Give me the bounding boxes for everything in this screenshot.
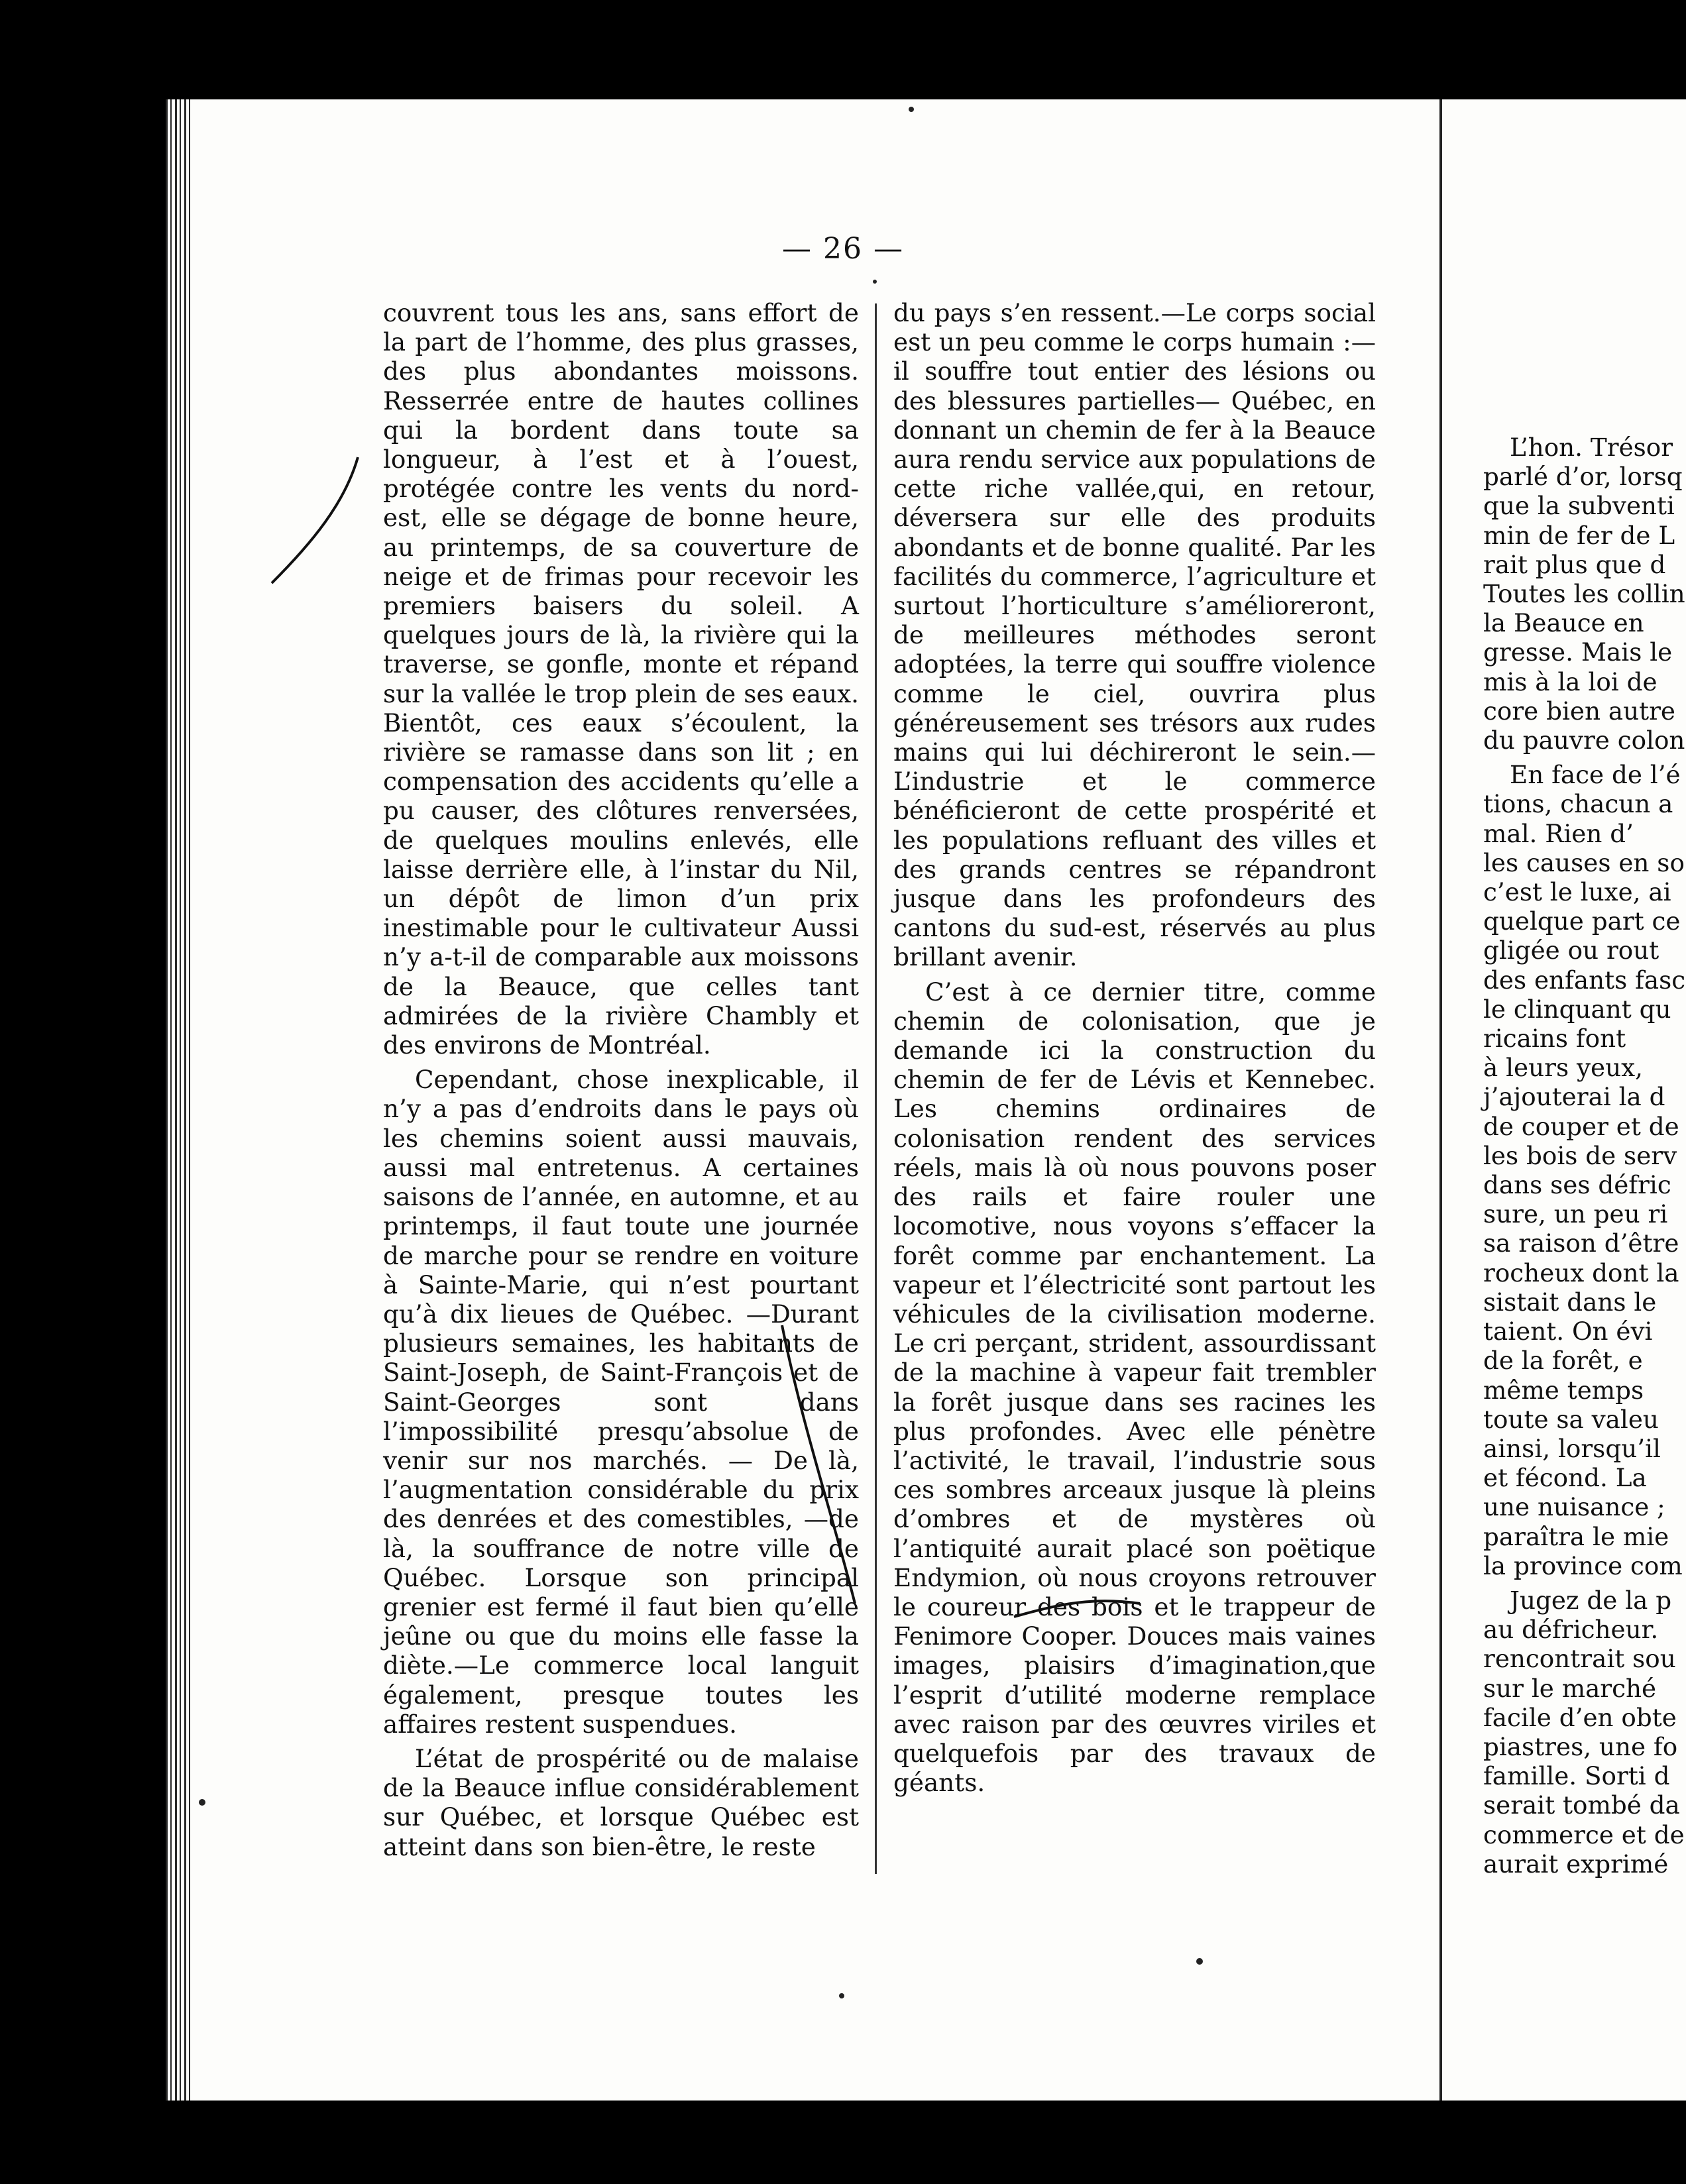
speck	[909, 107, 914, 112]
text-line: quelque part ce	[1483, 906, 1681, 936]
text-line: min de fer de L	[1483, 520, 1675, 550]
text-line: aurait exprimé	[1483, 1849, 1669, 1879]
text-line: dans ses défric	[1483, 1170, 1671, 1200]
text-line: rencontrait sou	[1483, 1644, 1676, 1674]
text-line: gligée ou rout	[1483, 936, 1659, 965]
text-line: la province com	[1483, 1551, 1683, 1580]
text-line: ricains font	[1483, 1024, 1626, 1054]
paragraph: L’état de prospérité ou de malaise de la Beauce influe considérablement sur Québec, et lorsque Québec est atteint dans son bien-être, le reste	[383, 1743, 859, 1861]
margin-pencil-stroke	[1014, 1601, 1140, 1617]
text-line: et fécond. La	[1483, 1463, 1647, 1493]
text-line: j’ajouterai la d	[1483, 1082, 1665, 1112]
text-line: sa raison d’être	[1483, 1228, 1679, 1258]
text-line: mal. Rien d’	[1483, 818, 1634, 848]
text-line: les causes en so	[1483, 847, 1685, 877]
text-line: au défricheur.	[1483, 1615, 1659, 1645]
text-line: sur le marché	[1483, 1673, 1657, 1703]
text-line: rait plus que d	[1483, 549, 1666, 579]
text-line: le clinquant qu	[1483, 994, 1671, 1024]
text-line: Jugez de la p	[1510, 1585, 1672, 1615]
text-line: que la subventi	[1483, 491, 1675, 521]
text-line: une nuisance ;	[1483, 1492, 1665, 1522]
text-line: tions, chacun a	[1483, 789, 1673, 819]
paragraph: Cependant, chose inexplicable, il n’y a pas d’endroits dans le pays où les chemins soient aussi mauvais, aussi mal entretenus. A certaines saisons de l’année, en automne, et au printemps, il faut toute une journée de marche pour se rendre en voiture à Sainte-Marie, qui n’est pourtant qu’à dix lieues de Québec. —Durant plusieurs semaines, les habitants de Saint-Joseph, de Saint-François et de Saint-Georges sont dans l’impossibilité presqu’absolue de venir sur nos marchés. — De là, l’augmentation considérable du prix des denrées et des comestibles, —de là, la souffrance de notre ville de Québec. Lorsque son principal grenier est fermé il faut bien qu’elle jeûne ou que du moins elle fasse la diète.—Le commerce local languit également, presque toutes les affaires restent suspendues.	[383, 1065, 859, 1739]
speck	[1196, 1958, 1203, 1965]
text-line: core bien autre	[1483, 696, 1675, 726]
text-line: gresse. Mais le	[1483, 637, 1673, 667]
text-line: paraîtra le mie	[1483, 1521, 1669, 1551]
text-line: les bois de serv	[1483, 1140, 1677, 1170]
text-line: piastres, une fo	[1483, 1731, 1678, 1761]
text-line: En face de l’é	[1510, 760, 1681, 790]
paragraph: du pays s’en ressent.—Le corps social est un peu comme le corps humain :—il souffre tout entier des lésions ou des blessures partielles— Québec, en donnant un chemin de fer à la Beauce aura rendu service aux populations de cette riche vallée,qui, en retour, déversera sur elle des produits abondants et de bonne qualité. Par les facilités du commerce, l’agriculture et surtout l’horticulture s’amélioreront, de meilleures méthodes seront adoptées, la terre qui souffre violence comme le ciel, ouvrira plus généreusement ses trésors aux rudes mains qui lui déchireront le sein.—L’industrie et le commerce bénéficieront de cette prospérité et les populations refluant des villes et des grands centres se répandront jusque dans les profondeurs des cantons du sud-est, réservés au plus brillant avenir.	[893, 298, 1376, 972]
margin-pencil-stroke	[782, 1325, 855, 1604]
text-line: ainsi, lorsqu’il	[1483, 1433, 1661, 1463]
text-line: rocheux dont la	[1483, 1258, 1679, 1287]
text-line: de couper et de	[1483, 1111, 1679, 1141]
speck	[839, 1993, 844, 1998]
text-line: L’hon. Trésor	[1510, 433, 1673, 462]
text-line: sure, un peu ri	[1483, 1199, 1668, 1229]
text-line: Toutes les collin	[1483, 579, 1685, 609]
paragraph: C’est à ce dernier titre, comme chemin de colonisation, que je demande ici la construction du chemin de fer de Lévis et Kennebec. Les chemins ordinaires de colonisation rendent des services réels, mais là où nous pouvons poser des rails et faire rouler une locomotive, nous voyons s’effacer la forêt comme par enchantement. La vapeur et l’électricité sont partout les véhicules de la civilisation moderne. Le cri perçant, strident, assourdissant de la machine à vapeur fait trembler la forêt jusque dans ses racines les plus profondes. Avec elle pénètre l’activité, le travail, l’industrie sous ces sombres arceaux jusque là pleins d’ombres et de mystères où l’antiquité aurait placé son poëtique Endymion, où nous croyons retrouver le coureur des bois et le trappeur de Fenimore Cooper. Douces mais vaines images, plaisirs d’imagination,que l’esprit d’utilité moderne remplace avec raison par des œuvres viriles et quelquefois par des travaux de géants.	[893, 977, 1376, 1798]
text-line: de la forêt, e	[1483, 1346, 1643, 1376]
speck	[873, 280, 877, 284]
text-line: facile d’en obte	[1483, 1702, 1677, 1732]
text-line: mis à la loi de	[1483, 667, 1658, 696]
margin-pencil-stroke	[272, 457, 358, 583]
text-line: à leurs yeux,	[1483, 1053, 1643, 1083]
text-line: des enfants fasc	[1483, 965, 1686, 995]
text-line: toute sa valeu	[1483, 1404, 1659, 1434]
speck	[199, 1799, 205, 1806]
text-line: même temps	[1483, 1375, 1644, 1405]
text-line: taient. On évi	[1483, 1317, 1653, 1346]
text-line: commerce et de	[1483, 1820, 1685, 1849]
text-line: c’est le luxe, ai	[1483, 877, 1671, 907]
text-line: famille. Sorti d	[1483, 1761, 1670, 1791]
text-line: du pauvre colon	[1483, 726, 1685, 755]
text-line: serait tombé da	[1483, 1790, 1680, 1820]
text-line: la Beauce en	[1483, 608, 1644, 638]
paragraph: couvrent tous les ans, sans effort de la part de l’homme, des plus grasses, des plus abondantes moissons. Resserrée entre de hautes collines qui la bordent dans toute sa longueur, à l’est et à l’ouest, protégée contre les vents du nord-est, elle se dégage de bonne heure, au printemps, de sa couverture de neige et de frimas pour recevoir les premiers baisers du soleil. A quelques jours de là, la rivière qui la traverse, se gonfle, monte et répand sur la vallée le trop plein de ses eaux. Bientôt, ces eaux s’écoulent, la rivière se ramasse dans son lit ; en compensation des accidents qu’elle a pu causer, des clôtures renversées, de quelques moulins enlevés, elle laisse derrière elle, à l’instar du Nil, un dépôt de limon d’un prix inestimable pour le cultivateur Aussi n’y a-t-il de comparable aux moissons de la Beauce, que celles tant admirées de la rivière Chambly et des environs de Montréal.	[383, 298, 859, 1060]
page-number: — 26 —	[782, 232, 904, 266]
text-line: sistait dans le	[1483, 1287, 1657, 1317]
text-line: parlé d’or, lorsq	[1483, 462, 1683, 492]
